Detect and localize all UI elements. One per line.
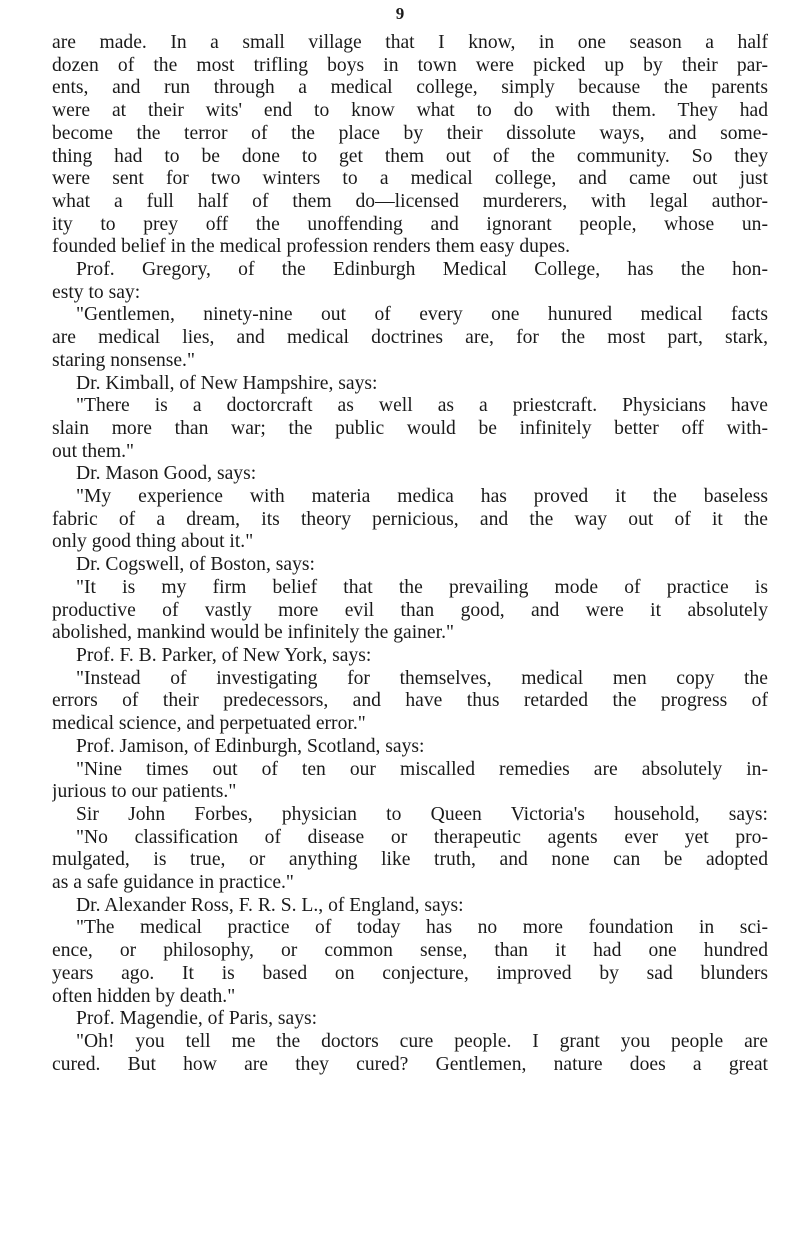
text-line: are made. In a small village that I know, in one season a half (52, 32, 768, 53)
paragraph (52, 554, 768, 577)
text-line: mulgated, is true, or anything like truth, and none can be adopted (52, 849, 768, 871)
text-line: "There is a doctorcraft as well as a priestcraft. Physicians have (76, 395, 768, 417)
text-line: what a full half of them do—licensed murderers, with legal author- (52, 190, 768, 212)
text-line: Dr. Kimball, of New Hampshire, says: (76, 372, 378, 394)
text-line: "Instead of investigating for themselves, medical men copy the (76, 667, 768, 689)
page-number: 9 (395, 4, 405, 23)
text-line: "The medical practice of today has no more foundation in sci- (76, 917, 768, 939)
text-line: were sent for two winters to a medical college, and came out just (52, 168, 768, 190)
text-line: ity to prey off the unoffending and ignorant people, whose un- (52, 213, 768, 235)
paragraph (52, 486, 768, 554)
text-line: abolished, mankind would be infinitely the gainer." (52, 622, 454, 644)
paragraph (52, 759, 768, 804)
paragraph (52, 32, 768, 259)
text-line: Prof. F. B. Parker, of New York, says: (76, 644, 372, 666)
text-line: jurious to our patients." (52, 781, 237, 803)
text-line: "Gentlemen, ninety-nine out of every one hunured medical facts (76, 304, 768, 326)
text-line: fabric of a dream, its theory pernicious, and the way out of it the (52, 508, 768, 530)
text-line: Sir John Forbes, physician to Queen Victoria's household, says: (76, 803, 768, 825)
paragraph (52, 395, 768, 463)
text-line: founded belief in the medical profession renders them easy dupes. (52, 236, 570, 258)
text-line: "No classification of disease or therapeutic agents ever yet pro- (76, 826, 768, 848)
paragraph (52, 736, 768, 759)
text-line: "It is my firm belief that the prevailing mode of practice is (76, 576, 768, 598)
text-line: Dr. Alexander Ross, F. R. S. L., of England, says: (76, 894, 464, 916)
text-line: Prof. Jamison, of Edinburgh, Scotland, says: (76, 735, 425, 757)
text-line: were at their wits' end to know what to do with them. They had (52, 100, 768, 122)
paragraph (52, 304, 768, 372)
text-line: thing had to be done to get them out of the community. So they (52, 145, 768, 167)
text-line: staring nonsense." (52, 349, 195, 371)
text-line: Prof. Magendie, of Paris, says: (76, 1008, 318, 1030)
paragraph (52, 895, 768, 1009)
text-line: Prof. Gregory, of the Edinburgh Medical College, has the hon- (76, 259, 768, 281)
text-line: as a safe guidance in practice." (52, 872, 294, 894)
paragraph (52, 577, 768, 645)
text-line: "Nine times out of ten our miscalled remedies are absolutely in- (76, 758, 768, 780)
paragraph (52, 645, 768, 668)
text-line: become the terror of the place by their dissolute ways, and some- (52, 122, 768, 144)
text-line: slain more than war; the public would be infinitely better off with- (52, 417, 768, 439)
text-line: "My experience with materia medica has proved it the baseless (76, 486, 768, 508)
paragraph (52, 668, 768, 736)
text-line: productive of vastly more evil than good, and were it absolutely (52, 599, 768, 621)
paragraph (52, 804, 768, 895)
paragraph (52, 463, 768, 486)
text-line: "Oh! you tell me the doctors cure people. I grant you people are (76, 1030, 768, 1052)
text-line: medical science, and perpetuated error." (52, 713, 366, 735)
paragraph (52, 373, 768, 396)
text-line: Dr. Mason Good, says: (76, 463, 257, 485)
body-text (52, 32, 768, 1076)
text-line: cured. But how are they cured? Gentlemen, nature does a great (52, 1053, 768, 1075)
paragraph (52, 259, 768, 304)
text-line: are medical lies, and medical doctrines are, for the most part, stark, (52, 327, 768, 349)
text-line: years ago. It is based on conjecture, improved by sad blunders (52, 962, 768, 984)
text-line: errors of their predecessors, and have thus retarded the progress of (52, 690, 768, 712)
text-line: ence, or philosophy, or common sense, than it had one hundred (52, 940, 768, 962)
text-line: Dr. Cogswell, of Boston, says: (76, 554, 315, 576)
text-line: ents, and run through a medical college, simply because the parents (52, 77, 768, 99)
text-line: esty to say: (52, 281, 141, 303)
text-line: only good thing about it." (52, 531, 254, 553)
text-line: often hidden by death." (52, 985, 236, 1007)
paragraph (52, 1008, 768, 1076)
text-line: out them." (52, 440, 135, 462)
text-line: dozen of the most trifling boys in town were picked up by their par- (52, 54, 768, 76)
